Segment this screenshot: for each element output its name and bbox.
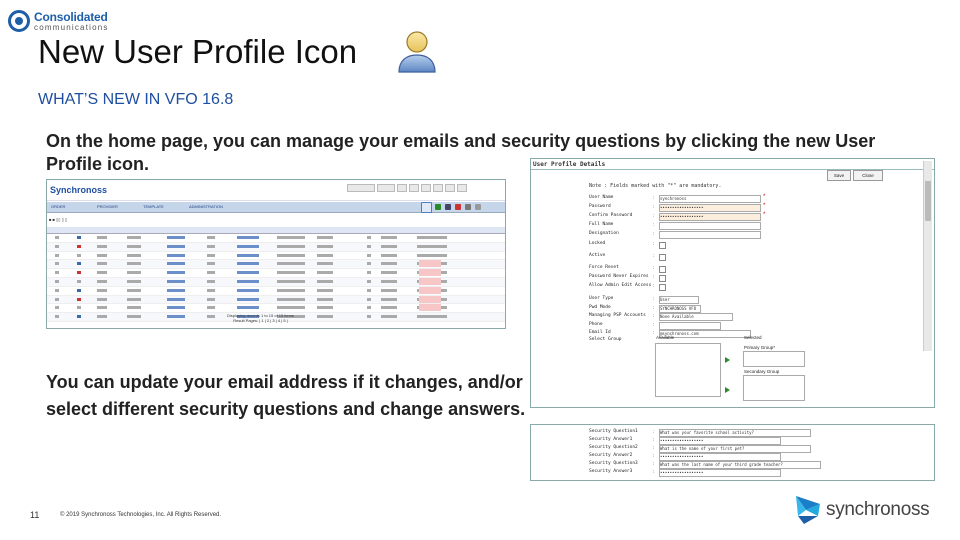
field-colon: :	[653, 453, 655, 458]
table-cell	[97, 254, 107, 257]
table-cell	[277, 262, 305, 265]
consolidated-logo	[8, 8, 120, 32]
table-cell	[77, 306, 81, 309]
table-cell	[237, 280, 259, 283]
profile-checkbox[interactable]	[659, 266, 666, 273]
profile-field-label: User Name	[589, 195, 614, 200]
status-highlight	[419, 269, 441, 276]
table-cell	[207, 315, 215, 318]
field-colon: :	[653, 253, 655, 258]
nav-tab-administration[interactable]: ADMINISTRATION	[189, 204, 223, 209]
profile-input[interactable]: SYNCHRONOSS VFO	[659, 305, 701, 313]
home-filter-bar: ■ ■ ▯▯ ▯ ▯	[49, 217, 68, 222]
table-cell	[381, 262, 397, 265]
profile-input[interactable]	[659, 222, 761, 230]
home-table-rows	[47, 234, 505, 322]
security-answer-input[interactable]: ••••••••••••••••••	[659, 437, 781, 445]
secondary-group-list[interactable]	[743, 375, 805, 401]
move-right-arrow-icon[interactable]	[725, 387, 730, 393]
table-cell	[237, 236, 259, 239]
field-colon: :	[653, 213, 655, 218]
table-cell	[207, 298, 215, 301]
table-cell	[55, 306, 59, 309]
table-cell	[417, 245, 447, 248]
table-cell	[317, 280, 333, 283]
table-row[interactable]	[47, 296, 505, 305]
table-cell	[127, 271, 141, 274]
home-table-header	[47, 227, 505, 234]
table-cell	[381, 254, 397, 257]
settings-icon[interactable]	[465, 204, 471, 210]
table-cell	[277, 254, 305, 257]
filter-icon[interactable]	[445, 204, 451, 210]
table-cell	[317, 245, 333, 248]
field-colon: :	[653, 274, 655, 279]
body-text-intro: On the home page, you can manage your emails and security questions by clicking the new User Profile icon.	[46, 131, 876, 174]
home-toolbar-icons	[421, 202, 501, 214]
table-cell	[367, 298, 371, 301]
profile-input[interactable]: ••••••••••••••••••	[659, 213, 761, 221]
table-cell	[127, 298, 141, 301]
table-cell	[167, 289, 185, 292]
table-cell	[77, 245, 81, 248]
table-cell	[55, 280, 59, 283]
consolidated-logo-mark	[8, 10, 30, 32]
header-button[interactable]	[457, 184, 467, 192]
table-cell	[367, 289, 371, 292]
table-cell	[97, 262, 107, 265]
user-profile-icon[interactable]	[421, 202, 432, 213]
field-colon: :	[653, 222, 655, 227]
table-cell	[381, 315, 397, 318]
table-cell	[277, 298, 305, 301]
refresh-icon[interactable]	[435, 204, 441, 210]
table-cell	[237, 271, 259, 274]
table-cell	[127, 280, 141, 283]
copyright-footer: © 2019 Synchronoss Technologies, Inc. All Rights Reserved.	[60, 512, 222, 518]
table-row[interactable]	[47, 304, 505, 313]
table-row[interactable]	[47, 287, 505, 296]
field-colon: :	[653, 330, 655, 335]
table-cell	[55, 254, 59, 257]
table-cell	[317, 254, 333, 257]
table-cell	[367, 236, 371, 239]
mandatory-note: Note : Fields marked with "*" are mandatory.	[589, 183, 722, 189]
profile-checkbox[interactable]	[659, 284, 666, 291]
table-cell	[127, 289, 141, 292]
table-cell	[167, 254, 185, 257]
table-cell	[417, 315, 447, 318]
table-cell	[77, 280, 81, 283]
table-cell	[381, 289, 397, 292]
home-page-screenshot	[46, 179, 506, 329]
profile-input[interactable]: None Available	[659, 313, 733, 321]
status-highlight	[419, 260, 441, 267]
profile-field-label: Locked	[589, 241, 606, 246]
table-cell	[207, 289, 215, 292]
table-cell	[77, 298, 81, 301]
field-colon: :	[653, 469, 655, 474]
nav-tab-order[interactable]: ORDER	[51, 204, 66, 209]
profile-field-label: Pwd Mode	[589, 305, 611, 310]
table-cell	[317, 262, 333, 265]
table-cell	[367, 306, 371, 309]
security-label: Security Answer2	[589, 453, 633, 458]
table-cell	[207, 271, 215, 274]
synchronoss-logo-mark	[794, 494, 824, 526]
table-cell	[167, 280, 185, 283]
header-search-input[interactable]	[377, 184, 395, 192]
consolidated-logo-name: Consolidated	[34, 10, 108, 24]
required-star: *	[763, 212, 766, 218]
move-right-arrow-icon[interactable]	[725, 357, 730, 363]
table-cell	[417, 236, 447, 239]
nav-tab-provider[interactable]: PROVIDER	[97, 204, 118, 209]
table-cell	[127, 245, 141, 248]
field-colon: :	[653, 445, 655, 450]
profile-field-label: Password Never Expires	[589, 274, 649, 279]
selected-caption: Selected	[744, 335, 762, 340]
home-pager	[227, 313, 294, 323]
table-cell	[317, 315, 333, 318]
table-cell	[55, 271, 59, 274]
table-cell	[207, 262, 215, 265]
security-answer-input[interactable]: ••••••••••••••••••	[659, 453, 781, 461]
home-header-controls	[347, 184, 467, 192]
profile-checkbox[interactable]	[659, 275, 666, 282]
table-cell	[167, 262, 185, 265]
table-cell	[97, 289, 107, 292]
body-text-update: You can update your email address if it changes, and/or select different security questions and change answers.	[46, 372, 526, 419]
table-cell	[77, 271, 81, 274]
table-cell	[367, 245, 371, 248]
secondary-group-caption: Secondary Group	[744, 369, 780, 374]
table-cell	[417, 254, 447, 257]
nav-tab-template[interactable]: TEMPLATE	[143, 204, 164, 209]
table-cell	[97, 280, 107, 283]
table-cell	[77, 315, 81, 318]
profile-input[interactable]: @synchronoss.com	[659, 330, 751, 338]
profile-input[interactable]: ••••••••••••••••••	[659, 204, 761, 212]
header-button[interactable]	[433, 184, 443, 192]
table-row[interactable]	[47, 243, 505, 252]
security-question-select[interactable]: What was your favorite school activity?	[659, 429, 811, 437]
table-cell	[317, 306, 333, 309]
table-row[interactable]	[47, 252, 505, 261]
profile-field-label: Designation	[589, 231, 619, 236]
security-label: Security Question1	[589, 429, 638, 434]
table-cell	[97, 245, 107, 248]
table-row[interactable]	[47, 269, 505, 278]
security-questions-screenshot	[530, 424, 935, 481]
profile-input[interactable]: User	[659, 296, 699, 304]
table-cell	[207, 245, 215, 248]
field-colon: :	[653, 241, 655, 246]
table-cell	[77, 236, 81, 239]
required-star: *	[763, 203, 766, 209]
profile-scrollbar[interactable]	[923, 161, 932, 351]
table-cell	[367, 271, 371, 274]
table-cell	[97, 271, 107, 274]
table-cell	[237, 289, 259, 292]
profile-checkbox[interactable]	[659, 254, 666, 261]
field-colon: :	[653, 313, 655, 318]
table-cell	[167, 298, 185, 301]
page-number: 11	[30, 510, 40, 520]
profile-field-label: Select Group	[589, 337, 622, 342]
primary-group-list[interactable]	[743, 351, 805, 367]
profile-field-label: Active	[589, 253, 606, 258]
profile-field-label: Force Reset	[589, 265, 619, 270]
profile-field-label: Allow Admin Edit Access	[589, 283, 652, 288]
profile-field-label: Phone	[589, 322, 603, 327]
table-cell	[367, 280, 371, 283]
table-cell	[237, 254, 259, 257]
security-label: Security Answer1	[589, 437, 633, 442]
table-cell	[207, 236, 215, 239]
profile-field-label: User Type	[589, 296, 614, 301]
security-label: Security Question2	[589, 445, 638, 450]
table-cell	[207, 254, 215, 257]
profile-field-label: Managing PSP Accounts	[589, 313, 646, 318]
home-header	[47, 180, 505, 201]
pager-text: Displaying records 1 to 15 of 15 items	[227, 313, 294, 318]
profile-input[interactable]	[659, 322, 721, 330]
field-colon: :	[653, 461, 655, 466]
table-cell	[55, 245, 59, 248]
table-cell	[317, 289, 333, 292]
field-colon: :	[653, 204, 655, 209]
table-cell	[77, 254, 81, 257]
header-select[interactable]	[347, 184, 375, 192]
table-cell	[97, 236, 107, 239]
profile-input[interactable]	[659, 231, 761, 239]
status-highlight	[419, 287, 441, 294]
table-cell	[167, 236, 185, 239]
table-cell	[381, 298, 397, 301]
table-cell	[55, 236, 59, 239]
synchronoss-mini-logo: Synchronoss	[50, 185, 108, 195]
table-cell	[167, 315, 185, 318]
table-cell	[381, 280, 397, 283]
table-cell	[237, 245, 259, 248]
table-cell	[55, 315, 59, 318]
table-cell	[127, 236, 141, 239]
header-button[interactable]	[397, 184, 407, 192]
table-cell	[367, 254, 371, 257]
table-cell	[277, 306, 305, 309]
field-colon: :	[653, 231, 655, 236]
slide-title: New User Profile Icon	[38, 33, 358, 70]
table-row[interactable]	[47, 260, 505, 269]
field-colon: :	[653, 296, 655, 301]
security-label: Security Question3	[589, 461, 638, 466]
table-cell	[127, 315, 141, 318]
header-button[interactable]	[421, 184, 431, 192]
available-caption: Available	[656, 335, 675, 340]
field-colon: :	[653, 195, 655, 200]
table-cell	[367, 315, 371, 318]
table-cell	[317, 236, 333, 239]
profile-field-label: Email Id	[589, 330, 611, 335]
status-highlight	[419, 304, 441, 311]
available-groups-list[interactable]	[655, 343, 721, 397]
table-cell	[167, 271, 185, 274]
header-button[interactable]	[445, 184, 455, 192]
table-cell	[167, 306, 185, 309]
field-colon: :	[653, 429, 655, 434]
table-cell	[277, 271, 305, 274]
table-cell	[207, 280, 215, 283]
profile-field-label: Password	[589, 204, 611, 209]
profile-field-label: Full Name	[589, 222, 614, 227]
table-cell	[381, 271, 397, 274]
table-cell	[77, 262, 81, 265]
table-row[interactable]	[47, 234, 505, 243]
security-label: Security Answer3	[589, 469, 633, 474]
table-cell	[55, 262, 59, 265]
table-cell	[97, 315, 107, 318]
primary-group-caption: Primary Group*	[744, 345, 776, 350]
profile-checkbox[interactable]	[659, 242, 666, 249]
table-cell	[381, 306, 397, 309]
status-highlight	[419, 296, 441, 303]
slide-subtitle: WHAT’S NEW IN VFO 16.8	[38, 91, 234, 108]
table-cell	[97, 298, 107, 301]
table-cell	[277, 280, 305, 283]
security-question-select[interactable]: What was the last name of your third grade teacher?	[659, 461, 821, 469]
table-cell	[317, 271, 333, 274]
table-cell	[237, 262, 259, 265]
table-cell	[207, 306, 215, 309]
table-cell	[237, 298, 259, 301]
field-colon: :	[653, 265, 655, 270]
table-cell	[381, 245, 397, 248]
table-cell	[367, 262, 371, 265]
field-colon: :	[653, 283, 655, 288]
flag-icon[interactable]	[455, 204, 461, 210]
table-cell	[277, 245, 305, 248]
table-cell	[97, 306, 107, 309]
user-profile-details-screenshot	[530, 158, 935, 408]
field-colon: :	[653, 322, 655, 327]
table-cell	[127, 262, 141, 265]
status-highlight	[419, 278, 441, 285]
table-cell	[277, 289, 305, 292]
help-icon[interactable]	[475, 204, 481, 210]
profile-input[interactable]: synchronoss	[659, 195, 761, 203]
table-cell	[277, 236, 305, 239]
table-cell	[237, 306, 259, 309]
synchronoss-logo	[794, 492, 934, 528]
profile-field-label: Confirm Password	[589, 213, 633, 218]
table-cell	[381, 236, 397, 239]
table-cell	[167, 245, 185, 248]
required-star: *	[763, 194, 766, 200]
field-colon: :	[653, 437, 655, 442]
save-button[interactable]: Save	[827, 170, 851, 181]
consolidated-logo-sub: communications	[34, 23, 109, 32]
table-cell	[127, 254, 141, 257]
table-cell	[55, 289, 59, 292]
header-button[interactable]	[409, 184, 419, 192]
security-answer-input[interactable]: ••••••••••••••••••	[659, 469, 781, 477]
table-cell	[77, 289, 81, 292]
close-button[interactable]: Close	[853, 170, 883, 181]
user-profile-icon	[396, 28, 438, 74]
table-cell	[55, 298, 59, 301]
profile-details-title: User Profile Details	[533, 161, 606, 168]
table-cell	[317, 298, 333, 301]
field-colon: :	[653, 305, 655, 310]
table-row[interactable]	[47, 278, 505, 287]
pager-pages[interactable]: Result Pages: | 1 | 2 | 3 | 4 | 5 |	[233, 318, 288, 323]
synchronoss-logo-text: synchronoss	[826, 499, 930, 520]
security-question-select[interactable]: What is the name of your first pet?	[659, 445, 811, 453]
table-cell	[127, 306, 141, 309]
